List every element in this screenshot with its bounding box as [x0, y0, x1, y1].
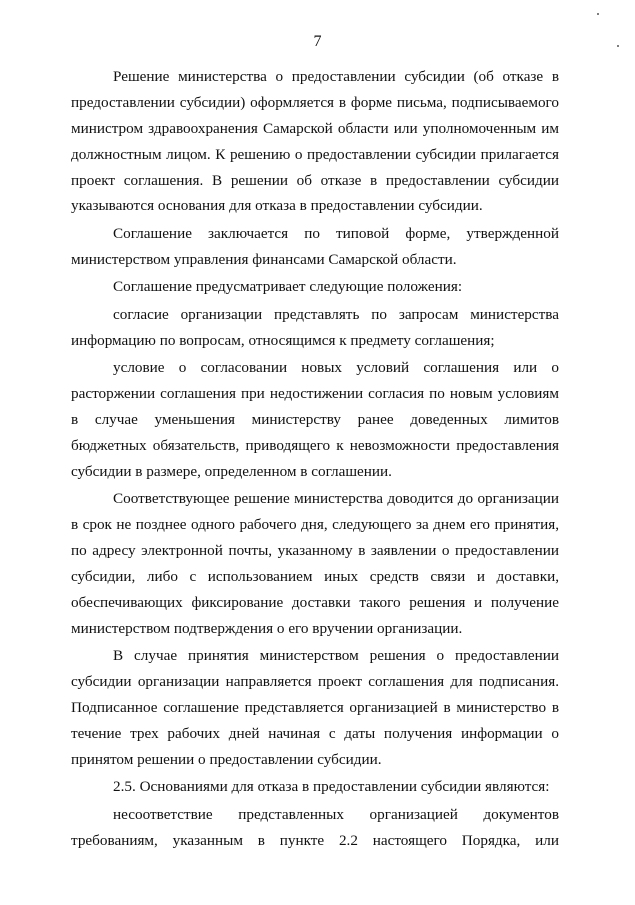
- text-line: течение трех рабочих дней начиная с даты получения информации о: [71, 724, 559, 742]
- paragraph: [71, 274, 559, 300]
- text-line: Соглашение заключается по типовой форме, утвержденной: [113, 224, 559, 242]
- text-line: согласие организации представлять по запросам министерства: [113, 305, 559, 323]
- text-line: министерством подтверждения о его вручении организации.: [71, 619, 463, 637]
- text-line: Соглашение предусматривает следующие положения:: [113, 278, 463, 296]
- text-line: 2.5. Основаниями для отказа в предоставлении субсидии являются:: [113, 778, 550, 796]
- text-line: расторжении соглашения при недостижении согласия по новым условиям: [71, 385, 559, 403]
- text-line: предоставлении субсидии) оформляется в форме письма, подписываемого: [71, 93, 559, 111]
- text-line: требованиям, указанным в пункте 2.2 настоящего Порядка, или: [71, 831, 559, 849]
- text-line: Соответствующее решение министерства доводится до организации: [113, 490, 559, 508]
- text-line: Решение министерства о предоставлении субсидии (об отказе в: [113, 68, 559, 85]
- text-line: в срок не позднее одного рабочего дня, следующего за днем его принятия,: [71, 516, 559, 534]
- scan-speck: [617, 45, 619, 47]
- paragraph: [71, 221, 559, 273]
- document-body: [71, 64, 559, 853]
- text-line: субсидии в размере, определенном в соглашении.: [71, 462, 392, 480]
- text-line: условие о согласовании новых условий соглашения или о: [113, 359, 559, 377]
- text-line: бюджетных обязательств, приводящего к невозможности предоставления: [71, 436, 559, 454]
- text-line: министром здравоохранения Самарской области или уполномоченным им: [71, 119, 559, 137]
- text-line: министерством управления финансами Самарской области.: [71, 250, 457, 268]
- paragraph: [71, 774, 559, 800]
- paragraph: [71, 64, 559, 219]
- paragraph: [71, 802, 559, 854]
- page-number: 7: [313, 33, 322, 50]
- paragraph: [71, 302, 559, 354]
- text-line: по адресу электронной почты, указанному в заявлении о предоставлении: [71, 542, 559, 559]
- text-line: В случае принятия министерством решения о предоставлении: [113, 647, 559, 665]
- paragraph: [71, 486, 559, 641]
- scan-speck: [597, 13, 599, 15]
- text-line: информацию по вопросам, относящимся к предмету соглашения;: [71, 331, 495, 349]
- text-line: Подписанное соглашение представляется организацией в министерство в: [71, 698, 559, 716]
- text-line: субсидии организации направляется проект соглашения для подписания.: [71, 673, 559, 691]
- text-line: в случае уменьшения министерству ранее доведенных лимитов: [71, 410, 559, 428]
- text-line: принятом решении о предоставлении субсидии.: [71, 750, 382, 768]
- paragraph: [71, 355, 559, 484]
- text-line: несоответствие представленных организацией документов: [113, 805, 559, 823]
- text-line: проект соглашения. В решении об отказе в предоставлении субсидии: [71, 171, 559, 189]
- paragraph: [71, 643, 559, 772]
- text-line: обеспечивающих фиксирование доставки такого решения и получение: [71, 593, 559, 611]
- text-line: указываются основания для отказа в предоставлении субсидии.: [71, 197, 483, 215]
- text-line: субсидии, либо с использованием иных средств связи и доставки,: [71, 567, 559, 585]
- text-line: должностным лицом. К решению о предоставлении субсидии прилагается: [71, 145, 559, 163]
